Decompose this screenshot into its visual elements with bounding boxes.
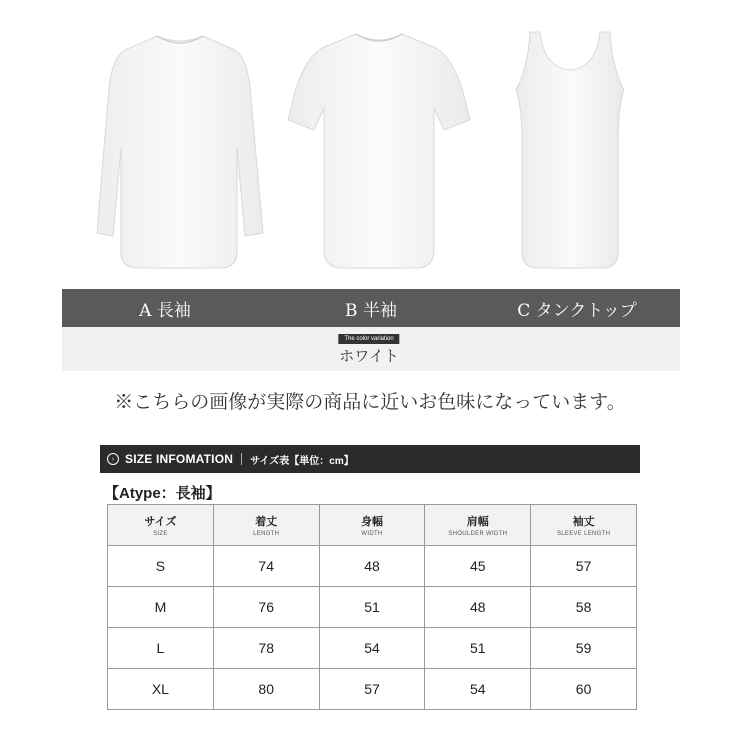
table-cell: XL xyxy=(108,669,214,710)
table-cell: 54 xyxy=(319,628,425,669)
size-info-subtitle: サイズ表【単位：cm】 xyxy=(250,455,354,467)
table-cell: 78 xyxy=(213,628,319,669)
short-sleeve-shirt-image xyxy=(284,28,474,273)
color-variation-badge: The color variation xyxy=(338,334,399,344)
table-row xyxy=(108,628,637,669)
table-row xyxy=(108,669,637,710)
color-variation-row xyxy=(62,327,680,371)
table-cell: 59 xyxy=(531,628,637,669)
variant-a-label: A 長袖 xyxy=(139,300,191,321)
table-cell: 48 xyxy=(319,546,425,587)
table-cell: 57 xyxy=(319,669,425,710)
table-cell: 57 xyxy=(531,546,637,587)
table-row xyxy=(108,587,637,628)
color-notice: ※こちらの画像が実際の商品に近いお色味になっています。 xyxy=(114,391,626,413)
type-label: 【Atype：長袖】 xyxy=(104,485,221,502)
chevron-right-icon: › xyxy=(107,453,119,465)
header-length: 着丈 LENGTH xyxy=(213,505,319,546)
table-row xyxy=(108,546,637,587)
table-cell: 76 xyxy=(213,587,319,628)
size-table xyxy=(107,504,637,710)
variant-b-label: B 半袖 xyxy=(345,300,397,321)
tank-top-image xyxy=(500,28,640,273)
table-cell: S xyxy=(108,546,214,587)
variant-bar xyxy=(62,289,680,327)
size-info-title: SIZE INFOMATION xyxy=(125,452,234,466)
header-size: サイズ SIZE xyxy=(108,505,214,546)
table-cell: 60 xyxy=(531,669,637,710)
table-cell: M xyxy=(108,587,214,628)
variant-c-label: C タンクトップ xyxy=(517,300,637,321)
table-cell: 74 xyxy=(213,546,319,587)
header-shoulder-width: 肩幅 SHOULDER WIDTH xyxy=(425,505,531,546)
table-cell: 51 xyxy=(425,628,531,669)
long-sleeve-shirt-image xyxy=(95,28,265,273)
table-cell: 80 xyxy=(213,669,319,710)
header-sleeve-length: 袖丈 SLEEVE LENGTH xyxy=(531,505,637,546)
table-cell: 58 xyxy=(531,587,637,628)
table-cell: 45 xyxy=(425,546,531,587)
table-cell: 48 xyxy=(425,587,531,628)
table-cell: 54 xyxy=(425,669,531,710)
color-name: ホワイト xyxy=(339,347,399,365)
header-width: 身幅 WIDTH xyxy=(319,505,425,546)
size-info-header xyxy=(100,445,640,473)
table-header-row xyxy=(108,505,637,546)
table-cell: L xyxy=(108,628,214,669)
header-divider xyxy=(241,453,242,465)
table-cell: 51 xyxy=(319,587,425,628)
